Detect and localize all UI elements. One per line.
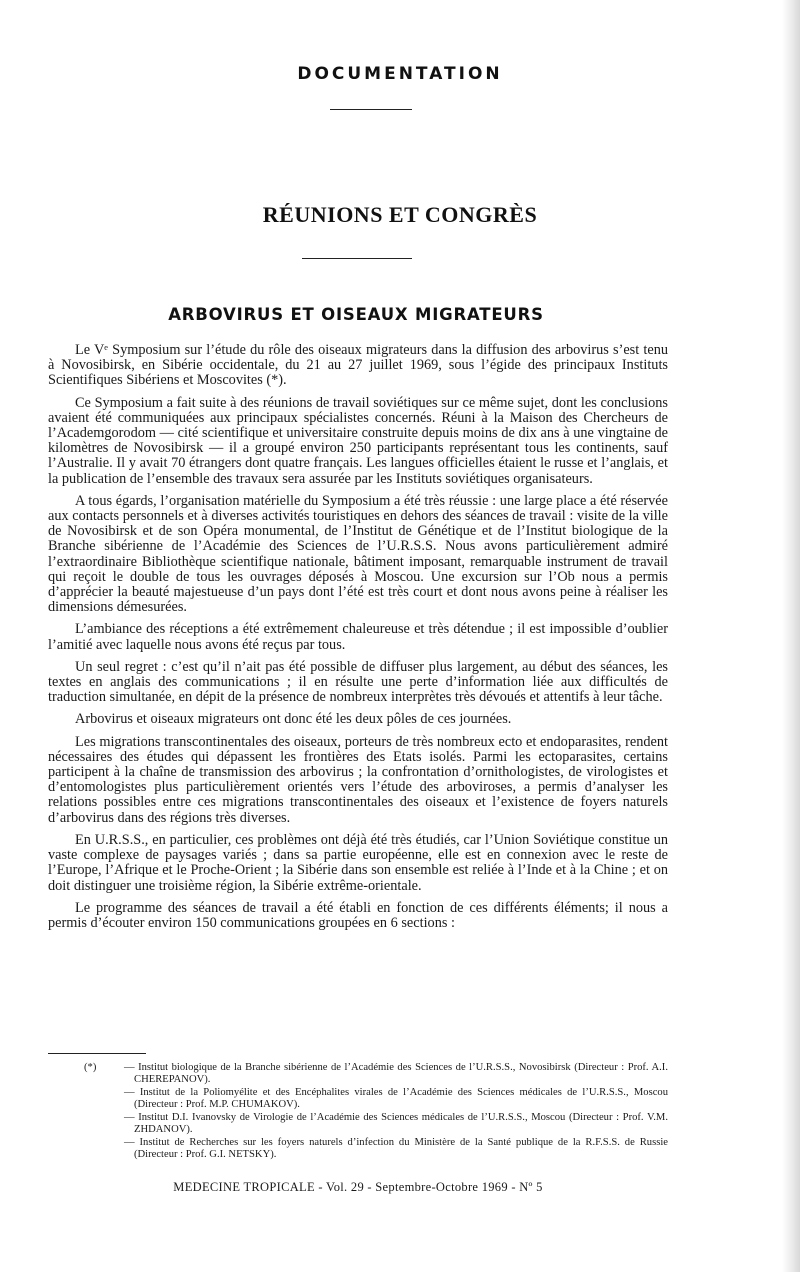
header-rule bbox=[330, 109, 412, 110]
footnote-item: — Institut D.I. Ivanovsky de Virologie de l’Académie des Sciences médicales de l’U.R.S.S., Moscou (Directeur : Prof. V.M. ZHDANOV). bbox=[124, 1112, 668, 1135]
section-label: DOCUMENTATION bbox=[297, 64, 503, 84]
paragraph: En U.R.S.S., en particulier, ces problèmes ont déjà été très étudiés, car l’Union Soviétique constitue un vaste complexe de paysages variés ; dans sa partie européenne, elle est en connexion avec le reste de l’Europe, l’Afrique et le Proche-Orient ; la Sibérie dans son ensemble est reliée à l’Inde et à la Chine ; et on doit distinguer une troisième région, la Sibérie extrême-orientale. bbox=[48, 831, 668, 894]
footnote-separator bbox=[48, 1053, 146, 1054]
footnote-item: — Institut de la Poliomyélite et des Encéphalites virales de l’Académie des Sciences médicales de l’U.R.S.S., Moscou (Directeur : Prof. M.P. CHUMAKOV). bbox=[124, 1087, 668, 1110]
article-title: ARBOVIRUS ET OISEAUX MIGRATEURS bbox=[168, 305, 544, 324]
title-rule bbox=[302, 258, 412, 259]
paragraph: Arbovirus et oiseaux migrateurs ont donc été les deux pôles de ces journées. bbox=[75, 711, 512, 728]
footnote-item: — Institut de Recherches sur les foyers naturels d’infection du Ministère de la Santé publique de la R.F.S.S. de Russie (Directeur : Prof. G.I. NETSKY). bbox=[124, 1137, 668, 1160]
footnote-row bbox=[84, 1062, 668, 1086]
journal-footer: MEDECINE TROPICALE - Vol. 29 - Septembre-Octobre 1969 - Nº 5 bbox=[173, 1180, 543, 1194]
paragraph: Le programme des séances de travail a été établi en fonction de ces différents éléments; il nous a permis d’écouter environ 150 communications groupées en 6 sections : bbox=[48, 899, 668, 931]
page-title: RÉUNIONS ET CONGRÈS bbox=[262, 202, 538, 227]
paragraph: A tous égards, l’organisation matérielle du Symposium a été très réussie : une large place a été réservée aux contacts personnels et à diverses activités touristiques en dehors des séances de travail : visite de la ville de Novosibirsk et de son Opéra monumental, de l’Institut de Génétique et de l’Institut biologique de la Branche sibérienne de l’Académie des Sciences de l’U.R.S.S. Nous avons particulièrement admiré l’extraordinaire Bibliothèque scientifique nationale, bâtiment imposant, remarquable instrument de travail qui reçoit le double de tous les ouvrages déposés à Moscou. Une excursion sur l’Ob nous a permis d’apprécier la beauté majestueuse d’un pays dont l’été est très court et dont nous avons peine à réaliser les dimensions démesurées. bbox=[48, 492, 668, 616]
page-edge-shadow bbox=[782, 0, 800, 1272]
paragraph: Ce Symposium a fait suite à des réunions de travail soviétiques sur ce même sujet, dont les conclusions avaient été communiquées aux principaux spécialistes concernés. Réuni à la Maison des Chercheurs de l’Academgorodom — cité scientifique et universitaire construite depuis moins de dix ans à une vingtaine de kilomètres de Novosibirsk — il a groupé environ 250 participants représentant tous les continents, sauf l’Australie. Il y avait 70 étrangers dont quatre français. Les langues officielles étaient le russe et l’anglais, et la publication de l’ensemble des travaux sera assurée par les Instituts soviétiques organisateurs. bbox=[48, 394, 668, 487]
paragraph: Les migrations transcontinentales des oiseaux, porteurs de très nombreux ecto et endoparasites, rendent nécessaires des études qui dépassent les frontières des Etats isolés. Parmi les ectoparasites, certains participent à la chaîne de transmission des arbovirus ; la confrontation d’ornithologistes, de virologistes et d’entomologistes plus particulièrement orientés vers l’étude des arboviroses, a permis d’analyser les relations possibles entre ces migrations transcontinentales des oiseaux et l’existence de foyers naturels d’arbovirus dans des régions très diverses. bbox=[48, 733, 668, 826]
footnote-block bbox=[84, 1062, 668, 1162]
paragraph: Un seul regret : c’est qu’il n’ait pas été possible de diffuser plus largement, au début des séances, les textes en anglais des communications ; il en résulte une perte d’information liée aux difficultés de traduction simultanée, en dépit de la présence de nombreux interprètes très dévoués et attentifs à leur tâche. bbox=[48, 658, 668, 706]
footnote-row bbox=[84, 1087, 668, 1111]
paragraph: L’ambiance des réceptions a été extrêmement chaleureuse et très détendue ; il est impossible d’oublier l’amitié avec laquelle nous avons été reçus par tous. bbox=[48, 621, 668, 653]
footnote-item: — Institut biologique de la Branche sibérienne de l’Académie des Sciences de l’U.R.S.S., Novosibirsk (Directeur : Prof. A.I. CHEREPANOV). bbox=[124, 1062, 668, 1085]
footnote-row bbox=[84, 1137, 668, 1161]
footnote-marker: (*) bbox=[84, 1062, 97, 1073]
footnote-row bbox=[84, 1112, 668, 1136]
paragraph: Le Vᵉ Symposium sur l’étude du rôle des oiseaux migrateurs dans la diffusion des arbovirus s’est tenu à Novosibirsk, en Sibérie occidentale, du 21 au 27 juillet 1969, sous l’égide des principaux Instituts Scientifiques Sibériens et Moscovites (*). bbox=[48, 342, 668, 389]
article-body bbox=[48, 343, 668, 938]
